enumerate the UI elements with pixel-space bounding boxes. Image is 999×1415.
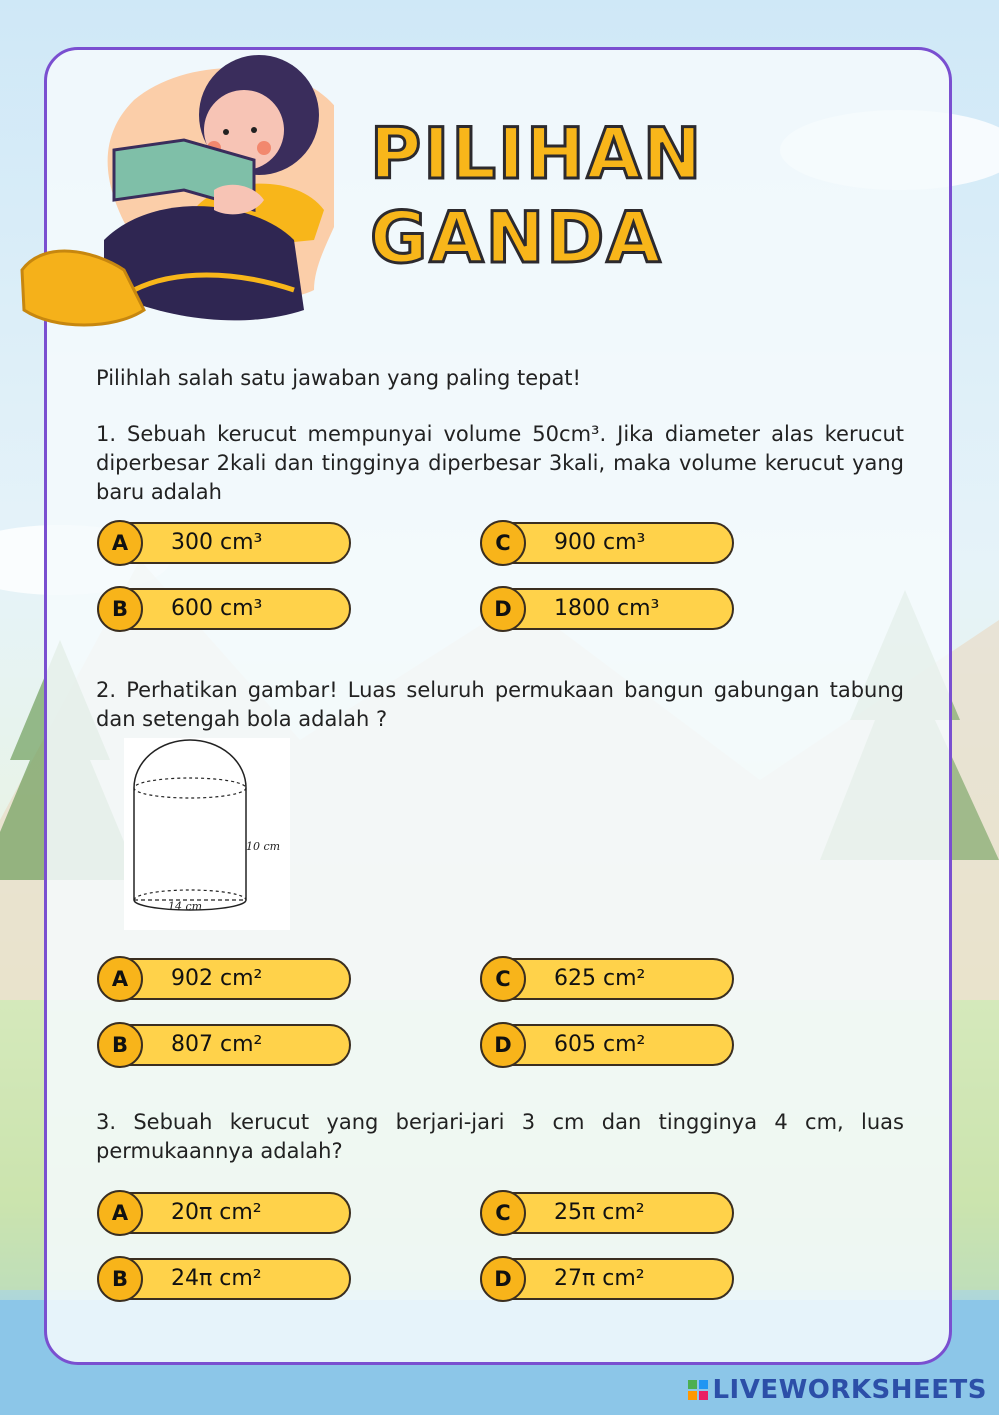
option-letter: D xyxy=(480,1256,526,1302)
option-letter: D xyxy=(480,1022,526,1068)
height-label: 10 cm xyxy=(246,840,281,853)
option-value: 27π cm² xyxy=(554,1266,645,1291)
q3-option-b[interactable] xyxy=(97,1256,353,1302)
q2-option-c[interactable] xyxy=(480,956,736,1002)
brand-name: LIVEWORKSHEETS xyxy=(712,1375,987,1405)
option-letter: B xyxy=(97,1022,143,1068)
option-value: 902 cm² xyxy=(171,966,263,991)
q1-option-d[interactable] xyxy=(480,586,736,632)
liveworksheets-icon xyxy=(688,1380,708,1400)
q2-option-d[interactable] xyxy=(480,1022,736,1068)
liveworksheets-logo[interactable] xyxy=(688,1375,987,1405)
girl-reading-illustration xyxy=(14,40,334,340)
cylinder-hemisphere-figure xyxy=(124,738,290,930)
option-letter: B xyxy=(97,1256,143,1302)
option-value: 25π cm² xyxy=(554,1200,645,1225)
option-letter: C xyxy=(480,520,526,566)
option-value: 605 cm² xyxy=(554,1032,646,1057)
option-value: 1800 cm³ xyxy=(554,596,660,621)
option-letter: C xyxy=(480,956,526,1002)
title-line-1: PILIHAN xyxy=(370,113,704,195)
worksheet-title xyxy=(370,112,703,280)
q2-option-a[interactable] xyxy=(97,956,353,1002)
option-letter: D xyxy=(480,586,526,632)
option-value: 600 cm³ xyxy=(171,596,263,621)
q3-option-c[interactable] xyxy=(480,1190,736,1236)
question-1-text: 1. Sebuah kerucut mempunyai volume 50cm³. Jika diameter alas kerucut diperbesar 2kali dan tingginya diperbesar 3kali, maka volume kerucut yang baru adalah xyxy=(96,422,904,504)
q3-option-d[interactable] xyxy=(480,1256,736,1302)
q3-option-a[interactable] xyxy=(97,1190,353,1236)
option-letter: B xyxy=(97,586,143,632)
option-value: 24π cm² xyxy=(171,1266,262,1291)
option-letter: A xyxy=(97,956,143,1002)
option-value: 625 cm² xyxy=(554,966,646,991)
option-value: 807 cm² xyxy=(171,1032,263,1057)
option-value: 300 cm³ xyxy=(171,530,263,555)
option-letter: A xyxy=(97,520,143,566)
option-letter: A xyxy=(97,1190,143,1236)
question-3-text: 3. Sebuah kerucut yang berjari-jari 3 cm dan tingginya 4 cm, luas permukaannya adalah? xyxy=(96,1110,904,1163)
title-line-2: GANDA xyxy=(370,197,663,279)
instruction-text: Pilihlah salah satu jawaban yang paling tepat! xyxy=(96,366,581,390)
q1-option-a[interactable] xyxy=(97,520,353,566)
q2-option-b[interactable] xyxy=(97,1022,353,1068)
q1-option-c[interactable] xyxy=(480,520,736,566)
q1-option-b[interactable] xyxy=(97,586,353,632)
option-letter: C xyxy=(480,1190,526,1236)
option-value: 900 cm³ xyxy=(554,530,646,555)
option-value: 20π cm² xyxy=(171,1200,262,1225)
diameter-label: 14 cm xyxy=(168,900,203,913)
question-2-text: 2. Perhatikan gambar! Luas seluruh permukaan bangun gabungan tabung dan setengah bola adalah ? xyxy=(96,678,904,731)
